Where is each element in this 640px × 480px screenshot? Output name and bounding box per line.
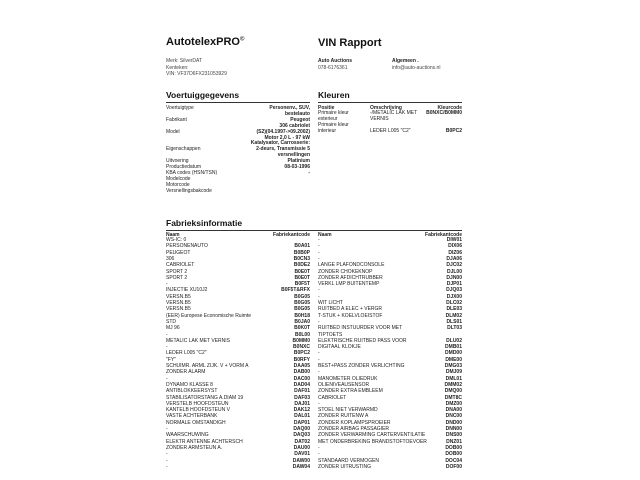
factory-item-name: STOEL NIET VERWARMD <box>318 407 378 414</box>
factory-item-code: B0G05 <box>294 293 310 300</box>
contact-label: Auto Auctions <box>318 58 352 64</box>
color-position: exterieur <box>318 115 338 122</box>
factory-row <box>166 326 312 332</box>
factory-item-name: WIT LICHT <box>318 300 343 306</box>
report-title: VIN Rapport <box>318 37 382 49</box>
factory-item-code: B0F5T&RFX <box>281 287 310 294</box>
factory-item-name: DYNAMO KLASSE 8 <box>166 381 213 388</box>
factory-item-code: DMB01 <box>445 344 462 351</box>
factory-row <box>166 339 312 345</box>
factory-table-left <box>166 238 312 474</box>
factory-row <box>318 364 464 370</box>
factory-item-name: PERSONENAUTO <box>166 243 208 250</box>
factory-item-name: - <box>318 369 320 376</box>
general-label: Algemeen . <box>392 58 419 64</box>
factory-item-name: ZONDER AIRBAG PASSAGIER <box>318 426 390 432</box>
factory-row <box>166 421 312 427</box>
factory-item-name: - <box>318 243 320 250</box>
factory-item-name: ZONDER ALARM <box>166 369 206 376</box>
factory-item-name: DIGITAAL KLOKJE <box>318 344 361 351</box>
factory-item-code: DAQ00 <box>293 426 310 432</box>
vehicle-detail-label: Model <box>166 128 180 135</box>
factory-item-code: DOB00 <box>445 444 462 451</box>
vehicle-plate-line: Kenteken: <box>166 65 189 71</box>
colors-heading-rule <box>318 102 462 103</box>
factory-item-name: ZONDER ARMSTEUN A. <box>166 444 223 451</box>
factory-item-code: B0F5T <box>294 281 310 288</box>
factory-item-name: LEDER L005 "C2" <box>166 350 207 357</box>
brand-copyright-mark: © <box>239 36 245 43</box>
factory-item-code: B0CN3 <box>293 255 310 262</box>
factory-item-name: ZONDER EXTRA EMBLEEM <box>318 388 383 395</box>
factory-row <box>318 351 464 357</box>
vehicle-detail-label: Motorcode <box>166 181 190 188</box>
color-code: B0PC2 <box>445 127 462 134</box>
factory-item-code: B0RFY <box>293 356 310 363</box>
factory-item-code: DAU00 <box>293 444 310 451</box>
factory-item-code: DMD00 <box>445 350 462 357</box>
factory-col-name-right: Naam <box>318 232 332 238</box>
factory-item-name: INJECTIE XU10J2 <box>166 287 208 294</box>
vehicle-detail-label: Voertuigtype <box>166 105 194 111</box>
factory-item-code: DAF01 <box>294 388 310 395</box>
factory-row <box>318 440 464 446</box>
factory-item-code: DIW01 <box>446 237 462 243</box>
factory-item-name: SPORT 2 <box>166 274 188 281</box>
factory-col-code-left: Fabriekantcode <box>273 232 310 238</box>
factory-row <box>166 270 312 276</box>
factory-item-name: - <box>318 356 320 363</box>
contact-phone[interactable]: 078-6176361 <box>318 65 348 71</box>
factory-item-code: DJA06 <box>446 255 462 262</box>
factory-item-name: - <box>318 400 320 407</box>
factory-item-name: - <box>166 457 168 464</box>
factory-item-code: DLT03 <box>447 325 462 332</box>
factory-row <box>318 244 464 250</box>
factory-item-name: - <box>166 281 168 288</box>
factory-item-name: TIPTOETS <box>318 331 343 338</box>
factory-item-name: RUITBED A ELEC + VERGR <box>318 306 383 313</box>
factory-item-name: MJ 96 <box>166 325 180 332</box>
factory-item-code: B0JA0 <box>294 318 310 325</box>
factory-row <box>166 459 312 465</box>
factory-item-code: DLC02 <box>446 300 462 306</box>
factory-item-code: B0E0T <box>294 274 310 281</box>
factory-item-code: DJQ03 <box>446 287 462 294</box>
factory-row <box>318 282 464 288</box>
factory-item-code: DMG03 <box>444 363 462 369</box>
factory-item-code: DOB00 <box>445 451 462 458</box>
vehicle-detail-value: 08-03-1996 <box>284 164 310 170</box>
factory-row <box>318 465 464 471</box>
factory-item-code: DAC00 <box>293 375 310 382</box>
factory-item-code: DME00 <box>445 356 462 363</box>
factory-row <box>166 320 312 326</box>
factory-item-name: - <box>318 255 320 262</box>
factory-item-name: 306 <box>166 255 175 262</box>
factory-item-name: - <box>318 249 320 256</box>
factory-item-name: - <box>166 331 168 338</box>
vehicle-detail-value: 306 cabriolet <box>279 122 310 129</box>
factory-item-code: DAB00 <box>293 369 310 376</box>
factory-row <box>166 370 312 376</box>
factory-item-name: ZONDER VERWARMING CARTERVENTILATIE <box>318 432 426 439</box>
factory-row <box>166 276 312 282</box>
factory-item-name: ZONDER AFDICHTRUBBER <box>318 274 383 281</box>
vehicle-detail-value: Katalysator, Carrosserie: <box>250 140 310 147</box>
factory-item-code: DNC00 <box>445 413 462 420</box>
factory-item-code: DAW00 <box>292 457 310 464</box>
color-code: B0NXC/B0MM0 <box>426 110 462 116</box>
factory-item-code: B0MM0 <box>292 337 310 344</box>
factory-item-name: VERSN.B5 <box>166 306 191 313</box>
color-position: Primaire kleur <box>318 110 349 116</box>
factory-row <box>318 314 464 320</box>
factory-item-name: STANDAARD VERMOGEN <box>318 457 380 464</box>
factory-row <box>166 452 312 458</box>
factory-item-code: B0A01 <box>294 243 310 250</box>
factory-item-name: "FY" <box>166 356 176 363</box>
factory-item-code: DLM02 <box>445 312 462 319</box>
factory-item-name: - <box>166 426 168 432</box>
factory-item-code: DJL00 <box>446 268 462 275</box>
factory-item-code: DAT02 <box>294 438 310 445</box>
factory-row <box>318 251 464 257</box>
vehicle-detail-row <box>166 189 312 195</box>
factory-item-name: - <box>318 237 320 243</box>
factory-item-name: T-STUK + KOELVLOEISTOF <box>318 312 383 319</box>
general-email[interactable]: info@auto-auctions.nl <box>392 65 441 71</box>
factory-item-code: DML01 <box>445 375 462 382</box>
factory-row <box>166 314 312 320</box>
factory-item-name: RUITBED INSTUURDER VOOR MET <box>318 325 403 332</box>
vehicle-detail-value: Peugeot <box>290 116 310 123</box>
vehicle-detail-value: bestelauto <box>284 110 310 117</box>
vehicle-section-heading: Voertuiggegevens <box>166 90 240 100</box>
factory-item-name: - <box>318 451 320 458</box>
factory-item-name: - <box>318 350 320 357</box>
vehicle-detail-value: Platinium <box>287 158 310 165</box>
vehicle-detail-label: Eigenschappen <box>166 146 201 153</box>
factory-item-name: ELEKTR ANTENNE ACHTERSCH <box>166 438 243 445</box>
color-position: interieur <box>318 127 337 134</box>
factory-item-name: VERSTELB HOOFDSTEUN <box>166 400 229 407</box>
vehicle-details-table <box>166 106 312 206</box>
factory-item-name: ZONDER RUITENW A <box>318 413 369 420</box>
vehicle-brand-line: Merk: SilverDAT <box>166 58 203 64</box>
factory-item-code: DNZ01 <box>446 438 462 445</box>
factory-item-name: ELEKTRISCHE RUITBED PASS VOOR <box>318 337 407 344</box>
factory-item-name: (EER) Europese Economische Ruimte <box>166 312 252 319</box>
factory-table-right <box>318 238 464 474</box>
factory-item-code: DAK12 <box>293 407 310 414</box>
vehicle-detail-value: 2-deurs, Transmissie 5 <box>256 146 310 153</box>
factory-item-name: BEST+PASS ZONDER VERLICHTING <box>318 363 405 369</box>
color-description: LEDER L005 "C2" <box>370 127 411 134</box>
factory-item-code: DJX00 <box>446 293 462 300</box>
factory-item-code: DMQ00 <box>444 388 462 395</box>
factory-item-code: DMM02 <box>444 381 462 388</box>
factory-item-code: DAP01 <box>293 419 310 426</box>
factory-item-code: B0B0P <box>293 249 310 256</box>
vehicle-detail-value: Motor 2,0 L - 97 kW <box>264 134 310 141</box>
factory-item-code: DJP01 <box>446 281 462 288</box>
factory-item-code: B0H18 <box>294 312 310 319</box>
colors-table <box>318 111 464 141</box>
factory-row <box>318 396 464 402</box>
color-description: -/METALIC LAK MET <box>370 110 418 116</box>
factory-item-name: - <box>166 463 168 470</box>
factory-item-name: ZONDER UITRUSTING <box>318 463 372 470</box>
factory-item-name: MANOMETER OLIEDRUK <box>318 375 378 382</box>
factory-item-name: - <box>318 444 320 451</box>
factory-item-name: SPORT 2 <box>166 268 188 275</box>
vehicle-detail-label: Modelcode <box>166 175 191 182</box>
factory-item-name: VASTE ACHTERBANK <box>166 413 218 420</box>
vehicle-detail-value: Personenv., SUV, <box>269 105 310 111</box>
vehicle-detail-value: versnellingen <box>277 152 310 159</box>
factory-item-code: B0G05 <box>294 306 310 313</box>
factory-item-code: B0G05 <box>294 300 310 306</box>
factory-heading-rule <box>166 230 462 231</box>
factory-row <box>166 446 312 452</box>
factory-row <box>318 288 464 294</box>
factory-item-name: PEUGEOT <box>166 249 191 256</box>
factory-item-code: B0K0T <box>294 325 310 332</box>
color-row <box>318 129 464 135</box>
factory-item-code: B0NXC <box>293 344 310 351</box>
factory-item-code: DNA00 <box>445 407 462 414</box>
factory-item-name: KANTELB HOOFDSTEUN V <box>166 407 230 414</box>
color-description: VERNIS <box>370 115 389 122</box>
factory-item-name: NORMALE OMSTANDIGH <box>166 419 226 426</box>
factory-item-name: - <box>318 293 320 300</box>
factory-item-code: DAQ03 <box>293 432 310 439</box>
factory-section-heading: Fabrieksinformatie <box>166 218 243 228</box>
factory-item-name: VERKL LMP BUITENTEMP <box>318 281 380 288</box>
colors-col-position: Positie <box>318 105 335 111</box>
factory-row <box>166 263 312 269</box>
factory-item-name: - <box>318 287 320 294</box>
factory-item-name: LANGE PLAFONDCONSOLE <box>318 262 385 269</box>
factory-col-name-left: Naam <box>166 232 180 238</box>
factory-item-code: DLE03 <box>446 306 462 313</box>
vehicle-detail-label: Productiedatum <box>166 164 202 170</box>
vehicle-detail-label: KBA codes (HSN/TSN) <box>166 169 218 176</box>
factory-item-code: DJN00 <box>446 274 462 281</box>
factory-item-code: DNN00 <box>445 426 462 432</box>
factory-item-code: DAV01 <box>294 451 310 458</box>
factory-item-code: DMT8C <box>444 394 462 401</box>
factory-item-name: SCHUIMR. ARML ZIJK. V + VORM A <box>166 363 249 369</box>
factory-item-code: B0E0T <box>294 268 310 275</box>
factory-row <box>166 351 312 357</box>
factory-item-code: B0PC2 <box>293 350 310 357</box>
factory-item-code: DMZ00 <box>445 400 462 407</box>
factory-item-name: MET ONDERBREKING BRANDSTOFTOEVOER <box>318 438 427 445</box>
vehicle-detail-label: Versnellingsbakcode <box>166 187 212 194</box>
factory-item-name: ANTIBLOKKEERSYST <box>166 388 218 395</box>
factory-item-code: DAL01 <box>294 413 310 420</box>
factory-item-code: DOC04 <box>445 457 462 464</box>
factory-col-code-right: Fabriekantcode <box>425 232 462 238</box>
vehicle-detail-value: - <box>308 169 310 176</box>
factory-row <box>166 251 312 257</box>
vehicle-detail-label: Fabrikant <box>166 116 187 123</box>
factory-item-name: VERSN.B5 <box>166 293 191 300</box>
factory-item-name: OLIENIVEAUSENSOR <box>318 381 370 388</box>
factory-item-name: METALIC LAK MET VERNIS <box>166 337 230 344</box>
factory-item-name: - <box>166 375 168 382</box>
factory-item-code: DAA05 <box>293 363 310 369</box>
factory-row <box>318 238 464 244</box>
factory-row <box>166 465 312 471</box>
vehicle-detail-label: Uitvoering <box>166 158 189 165</box>
factory-item-name: ZONDER CHOKEKNOP <box>318 268 373 275</box>
factory-item-name: STD <box>166 318 176 325</box>
factory-item-code: DNS00 <box>445 432 462 439</box>
factory-item-code: DAJ01 <box>294 400 310 407</box>
factory-item-code: DIX06 <box>448 243 462 250</box>
factory-item-code: DAF03 <box>294 394 310 401</box>
brand-title: AutotelexPRO© <box>166 36 245 48</box>
factory-item-code: DLU02 <box>446 337 462 344</box>
factory-item-code: DMJ09 <box>445 369 462 376</box>
factory-row <box>318 345 464 351</box>
factory-item-name: CABRIOLET <box>166 262 195 269</box>
vehicle-detail-value: (S2)(04.1997->09.2002) <box>256 128 310 135</box>
factory-item-code: B0DE2 <box>293 262 310 269</box>
colors-col-description: Omschrijving <box>370 105 402 111</box>
factory-item-name: VERSN.B5 <box>166 300 191 306</box>
factory-item-code: DAW04 <box>292 463 310 470</box>
color-position: Primaire kleur <box>318 121 349 128</box>
factory-item-code: B0L00 <box>294 331 310 338</box>
factory-item-name: ZONDER KOPLAMPSPROEIER <box>318 419 391 426</box>
factory-item-name: WS-IC: 0 <box>166 237 187 243</box>
factory-item-name: - <box>166 451 168 458</box>
factory-row <box>318 446 464 452</box>
factory-item-name: CABRIOLET <box>318 394 347 401</box>
factory-item-code: DND00 <box>445 419 462 426</box>
factory-item-name: STABILISATORSTANG A.DIAM 19 <box>166 394 244 401</box>
factory-item-name: - <box>318 318 320 325</box>
factory-item-code: DLS01 <box>446 318 462 325</box>
colors-section-heading: Kleuren <box>318 90 350 100</box>
colors-col-code: Kleurcode <box>437 105 462 111</box>
factory-item-code: DAD04 <box>293 381 310 388</box>
factory-item-code: DIZ06 <box>448 249 462 256</box>
vehicle-heading-rule <box>166 102 310 103</box>
factory-item-name: WAARSCHUWING <box>166 432 209 439</box>
factory-item-code: DJC02 <box>446 262 462 269</box>
vehicle-vin-line: VIN: VF37D6FX231053929 <box>166 71 227 77</box>
factory-item-code: DOF00 <box>445 463 462 470</box>
factory-item-name: - <box>166 344 168 351</box>
